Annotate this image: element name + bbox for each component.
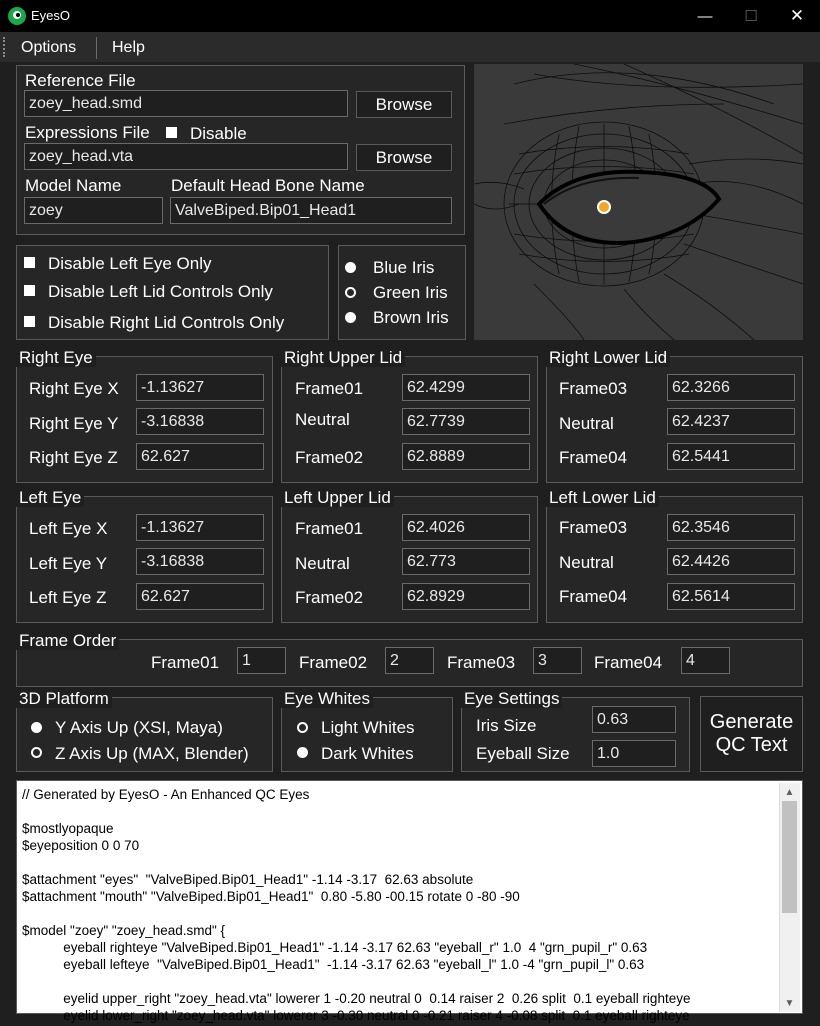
disable-right-lid-label: Disable Right Lid Controls Only [48, 313, 285, 332]
green-iris-label: Green Iris [373, 283, 448, 302]
app-eye-icon [8, 7, 26, 25]
eye-preview [474, 64, 803, 340]
model-name-label: Model Name [25, 176, 122, 195]
light-whites-label: Light Whites [321, 718, 415, 737]
disable-left-eye-label: Disable Left Eye Only [48, 254, 212, 273]
right-lower-lid-title: Right Lower Lid [546, 349, 670, 367]
left-eye-z-input[interactable]: 62.627 [136, 583, 264, 610]
disable-left-lid-label: Disable Left Lid Controls Only [48, 282, 273, 301]
right-eye-z-label: Right Eye Z [29, 448, 118, 467]
left-upper-lid-frame01-label: Frame01 [295, 519, 364, 538]
left-lower-lid-frame03-label: Frame03 [559, 518, 628, 537]
eye-whites-title: Eye Whites [281, 690, 373, 708]
platform-title: 3D Platform [16, 690, 112, 708]
frame-order-frame01-label: Frame01 [151, 653, 220, 672]
right-upper-lid-neutral-input[interactable]: 62.7739 [402, 408, 530, 435]
window-title: EyesO [31, 8, 71, 23]
blue-iris-radio[interactable] [345, 262, 356, 273]
reference-file-label: Reference File [25, 71, 136, 90]
eye-wireframe [474, 64, 803, 340]
close-button[interactable]: ✕ [789, 6, 805, 25]
right-upper-lid-frame02-input[interactable]: 62.8889 [402, 443, 530, 470]
left-eye-y-label: Left Eye Y [29, 554, 108, 573]
disable-left-eye-checkbox[interactable] [24, 257, 35, 268]
model-name-input[interactable]: zoey [24, 197, 163, 224]
menu-help[interactable]: Help [112, 39, 145, 56]
left-lower-lid-frame04-label: Frame04 [559, 587, 628, 606]
reference-file-input[interactable]: zoey_head.smd [24, 90, 348, 117]
left-upper-lid-frame01-input[interactable]: 62.4026 [402, 514, 530, 541]
menu-grip [3, 37, 5, 57]
pupil-marker [598, 201, 610, 213]
left-eye-y-input[interactable]: -3.16838 [136, 548, 264, 575]
frame-order-title: Frame Order [16, 632, 119, 650]
right-eye-x-label: Right Eye X [29, 379, 119, 398]
generate-qc-button-line2: QC Text [715, 734, 788, 756]
right-eye-z-input[interactable]: 62.627 [136, 443, 264, 470]
scroll-thumb[interactable] [782, 801, 797, 913]
head-bone-label: Default Head Bone Name [171, 176, 365, 195]
left-upper-lid-frame02-input[interactable]: 62.8929 [402, 583, 530, 610]
right-lower-lid-neutral-label: Neutral [559, 414, 614, 433]
frame-order-frame04-input[interactable]: 4 [681, 647, 730, 674]
right-upper-lid-frame02-label: Frame02 [295, 448, 364, 467]
left-eye-x-label: Left Eye X [29, 519, 108, 538]
y-axis-up-radio[interactable] [31, 722, 42, 733]
generate-qc-button-line1: Generate [709, 711, 794, 733]
blue-iris-label: Blue Iris [373, 258, 435, 277]
brown-iris-radio[interactable] [345, 312, 356, 323]
left-upper-lid-frame02-label: Frame02 [295, 588, 364, 607]
right-lower-lid-frame03-input[interactable]: 62.3266 [667, 374, 795, 401]
right-upper-lid-title: Right Upper Lid [281, 349, 405, 367]
left-lower-lid-title: Left Lower Lid [546, 489, 659, 507]
dark-whites-label: Dark Whites [321, 744, 414, 763]
frame-order-frame02-input[interactable]: 2 [385, 647, 434, 674]
minimize-button[interactable]: — [697, 7, 713, 25]
left-eye-title: Left Eye [16, 489, 84, 507]
frame-order-frame03-input[interactable]: 3 [533, 647, 582, 674]
right-eye-y-input[interactable]: -3.16838 [136, 408, 264, 435]
left-upper-lid-neutral-input[interactable]: 62.773 [402, 548, 530, 575]
browse-reference-button[interactable]: Browse [356, 91, 452, 118]
right-lower-lid-frame04-input[interactable]: 62.5441 [667, 443, 795, 470]
browse-expressions-button[interactable]: Browse [356, 144, 452, 171]
scroll-up-icon[interactable]: ▲ [784, 786, 795, 798]
right-eye-y-label: Right Eye Y [29, 414, 119, 433]
right-lower-lid-frame03-label: Frame03 [559, 379, 628, 398]
iris-size-input[interactable]: 0.63 [592, 706, 676, 733]
right-upper-lid-frame01-input[interactable]: 62.4299 [402, 374, 530, 401]
iris-size-label: Iris Size [476, 716, 537, 735]
left-upper-lid-neutral-label: Neutral [295, 554, 350, 573]
z-axis-up-radio[interactable] [31, 747, 42, 758]
right-eye-title: Right Eye [16, 349, 96, 367]
head-bone-input[interactable]: ValveBiped.Bip01_Head1 [170, 197, 452, 224]
scroll-down-icon[interactable]: ▼ [784, 997, 795, 1009]
right-lower-lid-frame04-label: Frame04 [559, 448, 628, 467]
light-whites-radio[interactable] [297, 722, 308, 733]
disable-right-lid-checkbox[interactable] [24, 316, 35, 327]
frame-order-frame04-label: Frame04 [594, 653, 663, 672]
expressions-file-input[interactable]: zoey_head.vta [24, 143, 348, 170]
generate-qc-button[interactable] [700, 696, 803, 772]
eye-settings-title: Eye Settings [461, 690, 562, 708]
qc-output-text[interactable]: // Generated by EyesO - An Enhanced QC Eyes $mostlyopaque $eyeposition 0 0 70 $attachment "eyes" "ValveBiped.Bip01_Head1" -1.14 -3.17 62.63 absolute $attachment "mouth" "ValveBiped.Bip01_Head1" 0.80 -5.80 -00.15 rotate 0 -80 -90 $model "zoey" "zoey_head.smd" { eyeball righteye "ValveBiped.Bip01_Head1" -1.14 -3.17 62.63 "eyeball_r" 1.0 4 "grn_pupil_r" 0.63 eyeball lefteye "ValveBiped.Bip01_Head1" -1.14 -3.17 62.63 "eyeball_l" 1.0 -4 "grn_pupil_l" 0.63 eyelid upper_right "zoey_head.vta" lowerer 1 -0.20 neutral 0 0.14 raiser 2 0.26 split 0.1 eyeball righteye eyelid lower_right "zoey_head.vta" lowerer 3 -0.30 neutral 0 -0.21 raiser 4 -0.08 split 0.1 eyeball righteye [22, 787, 691, 1023]
right-eye-x-input[interactable]: -1.13627 [136, 374, 264, 401]
disable-expressions-checkbox[interactable] [166, 127, 177, 138]
left-lower-lid-frame04-input[interactable]: 62.5614 [667, 583, 795, 610]
expressions-file-label: Expressions File [25, 123, 150, 142]
right-lower-lid-neutral-input[interactable]: 62.4237 [667, 408, 795, 435]
brown-iris-label: Brown Iris [373, 308, 449, 327]
dark-whites-radio[interactable] [297, 747, 308, 758]
left-eye-x-input[interactable]: -1.13627 [136, 514, 264, 541]
frame-order-frame02-label: Frame02 [299, 653, 368, 672]
frame-order-frame03-label: Frame03 [447, 653, 516, 672]
left-eye-z-label: Left Eye Z [29, 588, 107, 607]
right-upper-lid-frame01-label: Frame01 [295, 379, 364, 398]
left-upper-lid-title: Left Upper Lid [281, 489, 394, 507]
disable-left-lid-checkbox[interactable] [24, 285, 35, 296]
right-upper-lid-neutral-label: Neutral [295, 410, 350, 429]
left-lower-lid-neutral-input[interactable]: 62.4426 [667, 548, 795, 575]
y-axis-up-label: Y Axis Up (XSI, Maya) [55, 718, 223, 737]
menu-options[interactable]: Options [21, 39, 77, 56]
eyeball-size-input[interactable]: 1.0 [592, 740, 676, 767]
disable-expressions-label: Disable [190, 124, 247, 143]
left-lower-lid-neutral-label: Neutral [559, 553, 614, 572]
eyeball-size-label: Eyeball Size [476, 744, 570, 763]
z-axis-up-label: Z Axis Up (MAX, Blender) [55, 744, 249, 763]
maximize-button[interactable]: ☐ [744, 8, 758, 25]
green-iris-radio[interactable] [345, 287, 356, 298]
menu-separator [96, 37, 97, 59]
left-lower-lid-frame03-input[interactable]: 62.3546 [667, 514, 795, 541]
frame-order-frame01-input[interactable]: 1 [237, 647, 286, 674]
